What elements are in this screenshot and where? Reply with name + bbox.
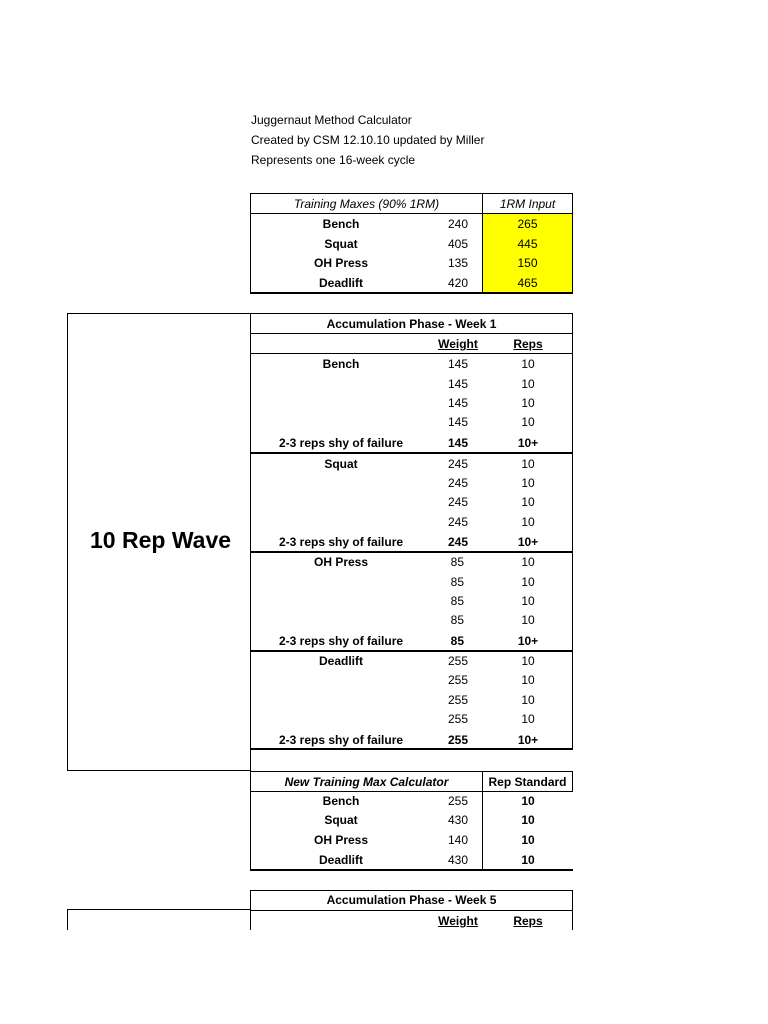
set-weight: 85 [450, 575, 464, 589]
lift-name: Bench [322, 794, 360, 808]
calculator-title: Juggernaut Method Calculator [251, 113, 412, 127]
rep-standard-value: 10 [521, 794, 535, 808]
set-reps: 10 [521, 457, 535, 471]
training-max-value: 420 [447, 276, 468, 290]
set-weight: 255 [447, 693, 468, 707]
set-weight: 255 [447, 733, 468, 747]
set-reps: 10+ [517, 634, 539, 648]
set-reps: 10+ [517, 733, 539, 747]
set-reps: 10 [521, 712, 535, 726]
lift-name: OH Press [313, 256, 369, 270]
set-weight: 255 [447, 654, 468, 668]
set-reps: 10 [521, 673, 535, 687]
set-reps: 10 [521, 555, 535, 569]
amrap-label: 2-3 reps shy of failure [279, 535, 404, 549]
amrap-label: 2-3 reps shy of failure [279, 436, 404, 450]
lift-name: Squat [324, 457, 358, 471]
cycle-description: Represents one 16-week cycle [251, 153, 416, 167]
set-weight: 145 [447, 377, 468, 391]
set-weight: 245 [447, 515, 468, 529]
rep-standard-value: 10 [521, 833, 535, 847]
lift-name: OH Press [313, 833, 369, 847]
set-reps: 10 [521, 594, 535, 608]
new-tm-value: 430 [447, 853, 468, 867]
1rm-input-cell[interactable]: 265 [517, 217, 538, 231]
amrap-label: 2-3 reps shy of failure [279, 733, 404, 747]
set-reps: 10 [521, 575, 535, 589]
training-max-value: 405 [447, 237, 468, 251]
set-reps: 10 [521, 377, 535, 391]
amrap-label: 2-3 reps shy of failure [279, 634, 404, 648]
week1-title: Accumulation Phase - Week 1 [326, 317, 497, 331]
page-bottom-margin [0, 930, 768, 1024]
lift-name: Bench [322, 357, 360, 371]
lift-name: Bench [322, 217, 360, 231]
set-weight: 245 [447, 476, 468, 490]
set-reps: 10 [521, 693, 535, 707]
lift-name: OH Press [313, 555, 369, 569]
set-weight: 85 [450, 555, 464, 569]
set-weight: 245 [447, 535, 468, 549]
set-weight: 145 [447, 436, 468, 450]
lift-name: Squat [324, 237, 358, 251]
set-weight: 145 [447, 396, 468, 410]
lift-name: Deadlift [318, 654, 363, 668]
1rm-input-cell[interactable]: 150 [517, 256, 538, 270]
set-weight: 245 [447, 495, 468, 509]
set-reps: 10 [521, 396, 535, 410]
set-reps: 10 [521, 357, 535, 371]
week5-title: Accumulation Phase - Week 5 [326, 893, 497, 907]
lift-name: Squat [324, 813, 358, 827]
lift-name: Deadlift [318, 276, 363, 290]
new-tm-header: New Training Max Calculator [284, 775, 449, 789]
weight-header: Weight [438, 337, 478, 351]
set-reps: 10 [521, 415, 535, 429]
set-weight: 145 [447, 415, 468, 429]
credits-line: Created by CSM 12.10.10 updated by Miller [251, 133, 485, 147]
set-reps: 10 [521, 654, 535, 668]
weight-header: Weight [438, 914, 478, 928]
lift-name: Deadlift [318, 853, 363, 867]
set-reps: 10 [521, 515, 535, 529]
set-weight: 255 [447, 712, 468, 726]
rep-standard-value: 10 [521, 813, 535, 827]
set-weight: 245 [447, 457, 468, 471]
1rm-input-cell[interactable]: 465 [517, 276, 538, 290]
set-weight: 85 [450, 594, 464, 608]
new-tm-value: 430 [447, 813, 468, 827]
1rm-input-cell[interactable]: 445 [517, 237, 538, 251]
rep-standard-header: Rep Standard [488, 775, 567, 789]
training-maxes-header: Training Maxes (90% 1RM) [293, 197, 440, 211]
1rm-input-header: 1RM Input [499, 197, 556, 211]
set-reps: 10 [521, 495, 535, 509]
set-weight: 85 [450, 613, 464, 627]
reps-header: Reps [513, 337, 543, 351]
reps-header: Reps [513, 914, 543, 928]
set-weight: 145 [447, 357, 468, 371]
new-tm-value: 140 [447, 833, 468, 847]
set-reps: 10+ [517, 535, 539, 549]
set-weight: 255 [447, 673, 468, 687]
set-weight: 85 [450, 634, 464, 648]
set-reps: 10+ [517, 436, 539, 450]
new-tm-value: 255 [447, 794, 468, 808]
wave-label: 10 Rep Wave [90, 527, 232, 553]
set-reps: 10 [521, 613, 535, 627]
rep-standard-value: 10 [521, 853, 535, 867]
training-max-value: 135 [447, 256, 468, 270]
set-reps: 10 [521, 476, 535, 490]
training-max-value: 240 [447, 217, 468, 231]
